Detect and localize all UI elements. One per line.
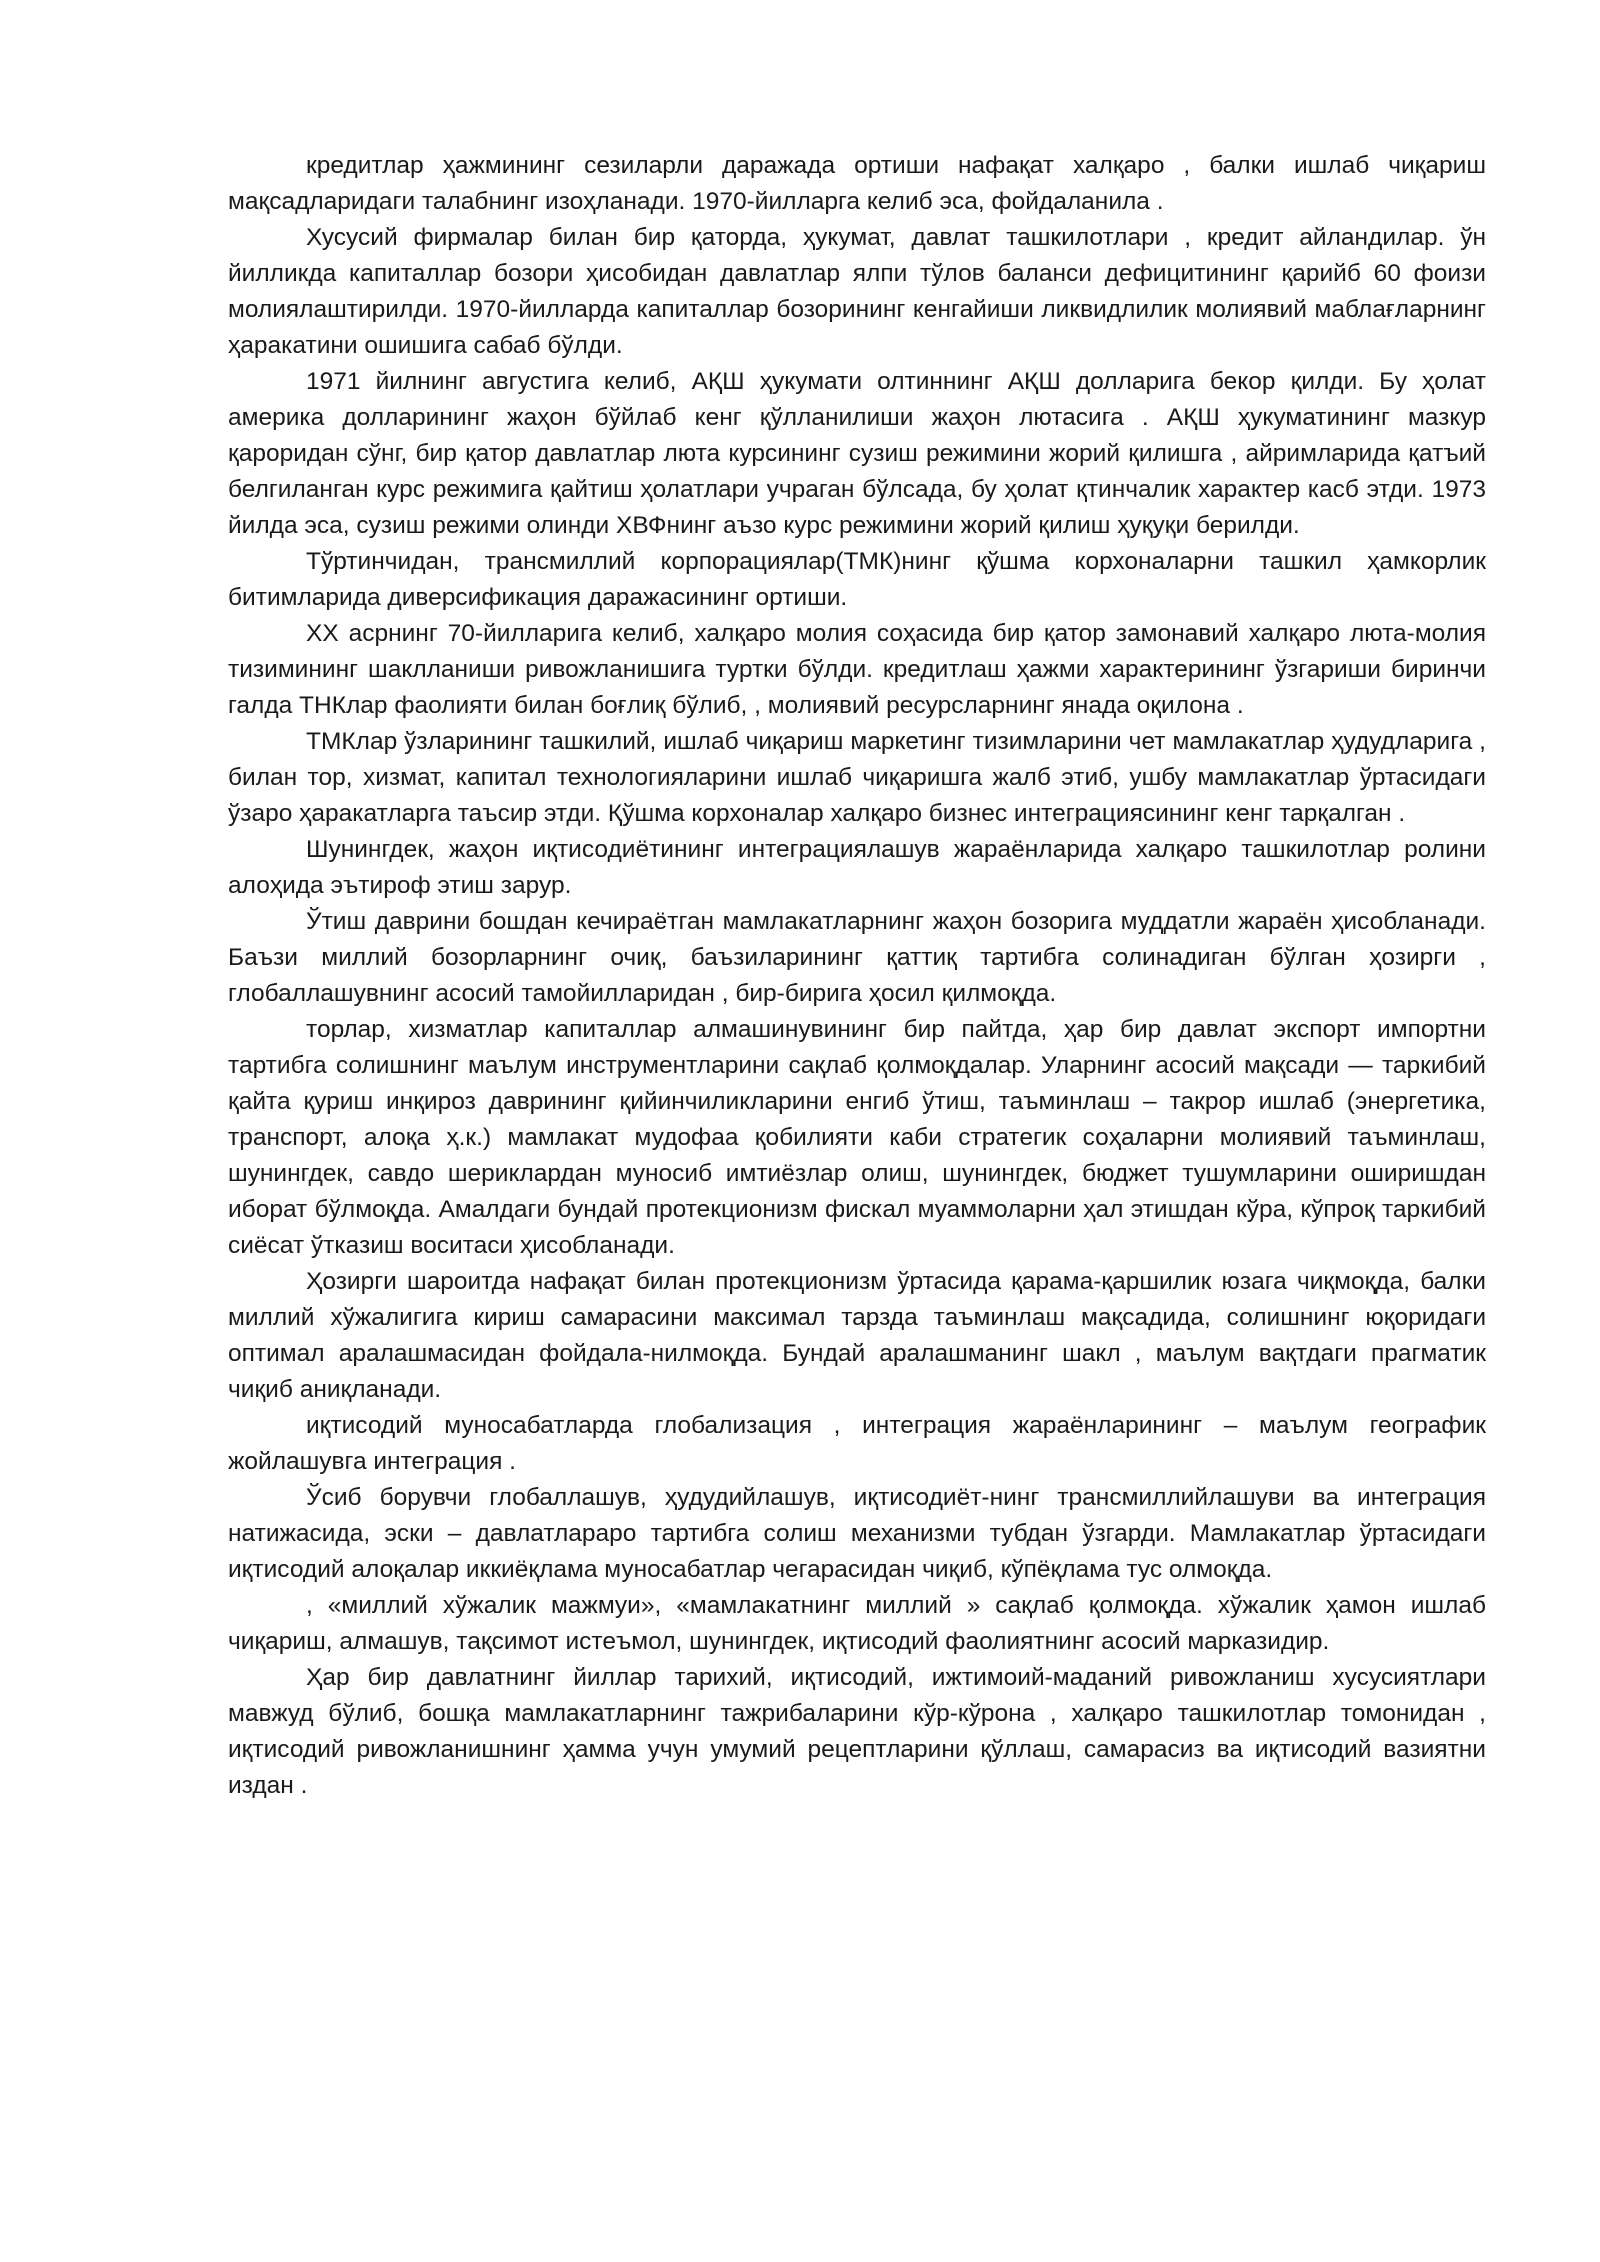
paragraph: Шунингдек, жаҳон иқтисодиётининг интеграциялашув жараёнларида халқаро ташкилотлар ролини алоҳида эътироф этиш зарур. — [228, 836, 1486, 899]
paragraph: кредитлар ҳажмининг сезиларли даражада ортиши нафақат халқаро , балки ишлаб чиқариш мақсадларидаги талабнинг изоҳланади. 1970-йилларга келиб эса, фойдаланила . — [228, 152, 1486, 215]
paragraph: Ҳар бир давлатнинг йиллар тарихий, иқтисодий, ижтимоий-маданий ривожланиш хусусиятлари мавжуд бўлиб, бошқа мамлакатларнинг тажрибаларини кўр-кўрона , халқаро ташкилотлар томонидан , иқтисодий ривожланишнинг ҳамма учун умумий рецептларини қўллаш, самарасиз ва иқтисодий вазиятни издан . — [228, 1664, 1486, 1799]
body-text — [228, 148, 1486, 1804]
paragraph: XX асрнинг 70-йилларига келиб, халқаро молия соҳасида бир қатор замонавий халқаро люта-молия тизимининг шаклланиши ривожланишига туртки бўлди. кредитлаш ҳажми характерининг ўзгариши биринчи галда ТНКлар фаолияти билан боғлиқ бўлиб, , молиявий ресурсларнинг янада оқилона . — [228, 620, 1486, 719]
paragraph: ТМКлар ўзларининг ташкилий, ишлаб чиқариш маркетинг тизимларини чет мамлакатлар ҳудудларига , билан тор, хизмат, капитал технологияларини ишлаб чиқаришга жалб этиб, ушбу мамлакатлар ўртасидаги ўзаро ҳаракатларга таъсир этди. Қўшма корхоналар халқаро бизнес интеграциясининг кенг тарқалган . — [228, 728, 1486, 827]
paragraph: Ўсиб борувчи глобаллашув, ҳудудийлашув, иқтисодиёт-нинг трансмиллийлашуви ва интеграция натижасида, эски – давлатлараро тартибга солиш механизми тубдан ўзгарди. Мамлакатлар ўртасидаги иқтисодий алоқалар иккиёқлама муносабатлар чегарасидан чиқиб, кўпёқлама тус олмоқда. — [228, 1484, 1486, 1583]
paragraph: Хусусий фирмалар билан бир қаторда, ҳукумат, давлат ташкилотлари , кредит айландилар. ўн йилликда капиталлар бозори ҳисобидан давлатлар ялпи тўлов баланси дефицитининг қарийб 60 фоизи молиялаштирилди. 1970-йилларда капиталлар бозорининг кенгайиши ликвидлилик молиявий маблағларнинг ҳаракатини ошишига сабаб бўлди. — [228, 224, 1486, 359]
paragraph: Тўртинчидан, трансмиллий корпорациялар(ТМК)нинг қўшма корхоналарни ташкил ҳамкорлик битимларида диверсификация даражасининг ортиши. — [228, 548, 1486, 611]
paragraph: 1971 йилнинг августига келиб, АҚШ ҳукумати олтиннинг АҚШ долларига бекор қилди. Бу ҳолат америка долларининг жаҳон бўйлаб кенг қўлланилиши жаҳон лютасига . АҚШ ҳукуматининг мазкур қароридан сўнг, бир қатор давлатлар люта курсининг сузиш режимини жорий қилишга , айримларида қатъий белгиланган курс режимига қайтиш ҳолатлари учраган бўлсада, бу ҳолат қтинчалик характер касб этди. 1973 йилда эса, сузиш режими олинди ХВФнинг аъзо курс режимини жорий қилиш ҳуқуқи берилди. — [228, 368, 1486, 539]
paragraph: Ўтиш даврини бошдан кечираётган мамлакатларнинг жаҳон бозорига муддатли жараён ҳисобланади. Баъзи миллий бозорларнинг очиқ, баъзиларининг қаттиқ тартибга солинадиган бўлган ҳозирги , глобаллашувнинг асосий тамойилларидан , бир-бирига ҳосил қилмоқда. — [228, 908, 1486, 1007]
paragraph: иқтисодий муносабатларда глобализация , интеграция жараёнларининг – маълум географик жойлашувга интеграция . — [228, 1412, 1486, 1475]
paragraph: Ҳозирги шароитда нафақат билан протекционизм ўртасида қарама-қаршилик юзага чиқмоқда, балки миллий хўжалигига кириш самарасини максимал тарзда таъминлаш мақсадида, солишнинг юқоридаги оптимал аралашмасидан фойдала-нилмоқда. Бундай аралашманинг шакл , маълум вақтдаги прагматик чиқиб аниқланади. — [228, 1268, 1486, 1403]
paragraph: торлар, хизматлар капиталлар алмашинувининг бир пайтда, ҳар бир давлат экспорт импортни тартибга солишнинг маълум инструментларини сақлаб қолмоқдалар. Уларнинг асосий мақсади — таркибий қайта қуриш инқироз даврининг қийинчиликларини енгиб ўтиш, таъминлаш – такрор ишлаб (энергетика, транспорт, алоқа ҳ.к.) мамлакат мудофаа қобилияти каби стратегик соҳаларни молиявий таъминлаш, шунингдек, савдо шериклардан муносиб имтиёзлар олиш, шунингдек, бюджет тушумларини оширишдан иборат бўлмоқда. Амалдаги бундай протекционизм фискал муаммоларни ҳал этишдан кўра, кўпроқ таркибий сиёсат ўтказиш воситаси ҳисобланади. — [228, 1016, 1486, 1259]
paragraph: , «миллий хўжалик мажмуи», «мамлакатнинг миллий » сақлаб қолмоқда. хўжалик ҳамон ишлаб чиқариш, алмашув, тақсимот истеъмол, шунингдек, иқтисодий фаолиятнинг асосий марказидир. — [228, 1592, 1486, 1655]
